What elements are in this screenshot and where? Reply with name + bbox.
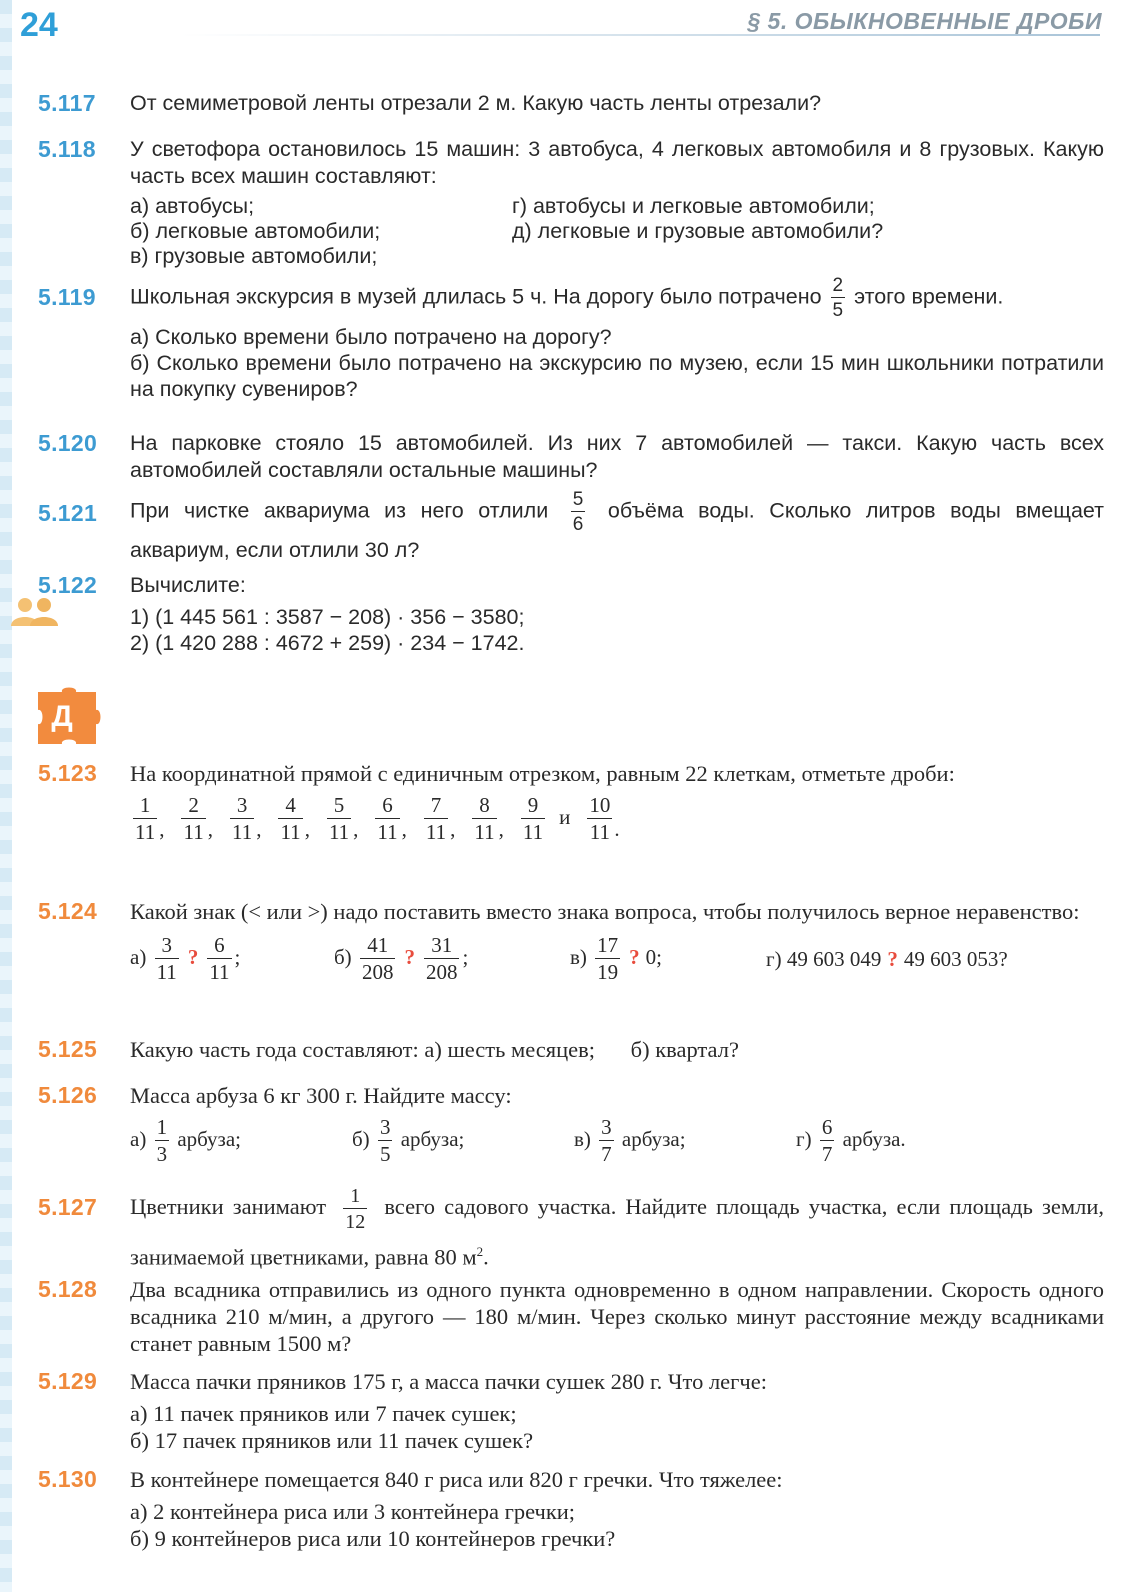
- problem-text: Масса пачки пряников 175 г, а масса пачки сушек 280 г. Что легче:: [130, 1369, 767, 1394]
- problem-number: 5.124: [38, 898, 98, 924]
- section-title: § 5. ОБЫКНОВЕННЫЕ ДРОБИ: [747, 8, 1102, 34]
- problem-text: Масса арбуза 6 кг 300 г. Найдите массу:: [130, 1083, 512, 1108]
- answer-options: [130, 1117, 1104, 1165]
- problem-number: 5.120: [38, 430, 98, 456]
- option-b: [352, 1117, 574, 1165]
- problem-5-120: [38, 430, 1104, 484]
- option-b: б) 17 пачек пряников или 11 пачек сушек?: [130, 1428, 534, 1453]
- problem-5-125: [38, 1036, 1104, 1063]
- problem-text: Два всадника отправились из одного пункта одновременно в одном направлении. Скорость одного всадника 210 м/мин, а другого — 180 м/мин. Через сколько минут расстояние между всадниками станет равным 1500 м?: [130, 1277, 1104, 1356]
- text-part: объёма воды. Сколько литров воды вмещает аквариум, если отлили 30 л?: [130, 498, 1104, 562]
- option-word: арбуза.: [842, 1126, 906, 1151]
- problem-text: У светофора остановилось 15 машин: 3 автобуса, 4 легковых автомобиля и 8 грузовых. Какую часть всех машин составляют:: [130, 137, 1104, 188]
- option-label: б): [352, 1126, 370, 1151]
- fraction: $\frac{6}{7}$: [821, 1115, 833, 1166]
- answer-options: [130, 194, 1104, 269]
- people-icon: [8, 596, 62, 626]
- text-part: Школьная экскурсия в музей длилась 5 ч. На дорогу было потрачено: [130, 284, 822, 309]
- conjunction: и: [559, 804, 571, 829]
- option-1: 1) (1 445 561 : 3587 − 208) · 356 − 3580;: [130, 605, 525, 629]
- option-b: б) 9 контейнеров риса или 10 контейнеров гречки?: [130, 1526, 616, 1551]
- option-d: [796, 1117, 906, 1165]
- page-edge-strip: [0, 0, 12, 1592]
- fraction: $\frac{3}{11}$: [156, 933, 177, 984]
- problem-5-122: [38, 572, 1104, 656]
- fraction: $\frac{41}{208}$: [361, 933, 394, 984]
- fraction: $\frac{10}{11}$: [589, 793, 611, 844]
- lhs-value: 49 603 049: [786, 946, 882, 971]
- fraction: $\frac{1}{12}$: [345, 1185, 366, 1233]
- option-a: а) 11 пачек пряников или 7 пачек сушек;: [130, 1401, 517, 1426]
- problem-number: 5.125: [38, 1036, 98, 1062]
- fraction: $\frac{31}{208}$: [425, 933, 458, 984]
- fraction-list: $\frac{1}{11}$ , $\frac{2}{11}$ , $\frac{3}{11}$ , $\frac{4}{11}$ , $\frac{5}{11}$ , $\frac{6}{11}$ , $\frac{7}{11}$ , $\frac{8}{11}$ , $\frac{9}{11}$ и $\frac{10}{11}$ .: [135, 793, 620, 844]
- text-part: Цветники занимают: [130, 1194, 327, 1220]
- problem-number: 5.123: [38, 760, 98, 786]
- option-b: б) Сколько времени было потрачено на экскурсию по музею, если 15 мин школьники потратили на покупку сувениров?: [130, 351, 1104, 401]
- problem-5-129: [38, 1368, 1104, 1454]
- extra-tasks-icon: [34, 686, 106, 748]
- extra-tasks-letter: Д: [51, 700, 73, 733]
- problem-number: 5.126: [38, 1082, 98, 1108]
- text-part: При чистке аквариума из него отлили: [130, 498, 549, 523]
- problem-number: 5.119: [38, 284, 96, 310]
- text-part: б) квартал?: [630, 1037, 739, 1062]
- rhs-value: 0;: [645, 944, 663, 969]
- option-a: а) Сколько времени было потрачено на дорогу?: [130, 325, 612, 349]
- problem-number: 5.122: [38, 572, 98, 598]
- problem-5-117: [38, 90, 1104, 117]
- option-label: а): [130, 944, 147, 969]
- problem-text: [130, 1186, 1104, 1278]
- question-mark: ?: [887, 946, 898, 971]
- problem-5-121: [38, 490, 1104, 567]
- problem-number: 5.118: [38, 136, 96, 162]
- problem-text: В контейнере помещается 840 г риса или 820 г гречки. Что тяжелее:: [130, 1467, 783, 1492]
- option-b: б) $\frac{41}{208}$ ? $\frac{31}{208}$ ;: [334, 933, 469, 984]
- fraction: $\frac{1}{3}$: [156, 1115, 168, 1166]
- fraction: $\frac{3}{7}$: [601, 1115, 612, 1166]
- option-d: г) автобусы и легковые автомобили;: [512, 194, 875, 218]
- option-word: арбуза;: [621, 1126, 686, 1151]
- answer-options: [130, 604, 1104, 656]
- text-part: .: [483, 1244, 489, 1270]
- option-label: а): [130, 1126, 147, 1151]
- inequality-options: [130, 935, 1104, 983]
- problem-text: На парковке стояло 15 автомобилей. Из них 7 автомобилей — такси. Какую часть всех автомобилей составляли остальные машины?: [130, 431, 1104, 482]
- option-a: а) 2 контейнера риса или 3 контейнера гречки;: [130, 1499, 576, 1524]
- superscript: 2: [476, 1244, 484, 1259]
- problem-number: 5.117: [38, 90, 96, 116]
- option-label: б): [334, 944, 352, 969]
- option-word: арбуза;: [400, 1126, 465, 1151]
- problem-number: 5.130: [38, 1466, 98, 1492]
- rhs-value: 49 603 053?: [903, 946, 1008, 971]
- option-d: [766, 946, 1008, 973]
- fraction: $\frac{2}{11}$: [183, 793, 204, 844]
- fraction: $\frac{9}{11}$: [522, 793, 544, 844]
- problem-5-126: [38, 1082, 1104, 1165]
- problem-number: 5.128: [38, 1276, 98, 1302]
- problem-5-130: [38, 1466, 1104, 1552]
- question-mark: ?: [629, 944, 640, 969]
- problem-text: [130, 490, 1104, 567]
- option-label: г): [796, 1126, 812, 1151]
- option-e: д) легковые и грузовые автомобили?: [512, 219, 884, 243]
- problem-text: От семиметровой ленты отрезали 2 м. Какую часть ленты отрезали?: [130, 91, 822, 115]
- problem-text: [130, 276, 1104, 320]
- problem-text: Вычислите:: [130, 573, 246, 597]
- question-mark: ?: [187, 944, 199, 969]
- problem-number: 5.127: [38, 1194, 98, 1220]
- problem-5-124: [38, 898, 1104, 983]
- problem-number: 5.129: [38, 1368, 98, 1394]
- option-c: [570, 935, 766, 983]
- option-a: [130, 1117, 352, 1165]
- problem-text: Какой знак (< или >) надо поставить вместо знака вопроса, чтобы получилось верное неравенство:: [130, 899, 1080, 924]
- fraction: $\frac{5}{6}$: [572, 489, 584, 535]
- question-mark: ?: [404, 944, 415, 969]
- option-2: 2) (1 420 288 : 4672 + 259) · 234 − 1742.: [130, 631, 525, 655]
- option-label: в): [574, 1126, 591, 1151]
- answer-options: [130, 1400, 1104, 1454]
- fraction: $\frac{1}{11}$: [135, 793, 156, 844]
- problem-5-128: [38, 1276, 1104, 1357]
- option-c: в) грузовые автомобили;: [130, 244, 378, 268]
- answer-options: [130, 324, 1104, 402]
- fraction: $\frac{4}{11}$: [280, 793, 301, 844]
- problem-5-119: [38, 276, 1104, 402]
- option-b: б) легковые автомобили;: [130, 219, 381, 243]
- fraction: $\frac{2}{5}$: [832, 275, 844, 321]
- problem-number: 5.121: [38, 500, 98, 526]
- problem-5-118: [38, 136, 1104, 269]
- option-a: а) $\frac{3}{11}$ ? $\frac{6}{11}$ ;: [130, 933, 241, 984]
- problem-text: На координатной прямой с единичным отрезком, равным 22 клеткам, отметьте дроби:: [130, 761, 955, 786]
- fraction: $\frac{6}{11}$: [377, 793, 398, 844]
- option-c: [574, 1117, 796, 1165]
- text-part: Какую часть года составляют: а) шесть месяцев;: [130, 1037, 596, 1062]
- text-part: всего садового участка. Найдите площадь участка, если площадь земли, занимаемой цветниками, равна 80 м: [130, 1194, 1104, 1270]
- fraction: $\frac{7}{11}$: [425, 793, 447, 844]
- option-word: арбуза;: [177, 1126, 241, 1151]
- option-label: в): [570, 944, 587, 969]
- page-number: 24: [20, 6, 58, 44]
- fraction: $\frac{17}{19}$: [597, 933, 619, 984]
- problem-5-127: [38, 1186, 1104, 1278]
- fraction: $\frac{8}{11}$: [474, 793, 495, 844]
- problem-text: [130, 1036, 1104, 1063]
- option-a: а) автобусы;: [130, 194, 255, 218]
- fraction: $\frac{3}{5}$: [379, 1115, 391, 1166]
- option-label: г): [766, 946, 782, 971]
- fraction: $\frac{6}{11}$: [209, 933, 230, 984]
- problem-5-123: [38, 760, 1104, 843]
- text-part: этого времени.: [854, 284, 1004, 309]
- answer-options: [130, 1498, 1104, 1552]
- fraction: $\frac{5}{11}$: [328, 793, 350, 844]
- fraction: $\frac{3}{11}$: [231, 793, 253, 844]
